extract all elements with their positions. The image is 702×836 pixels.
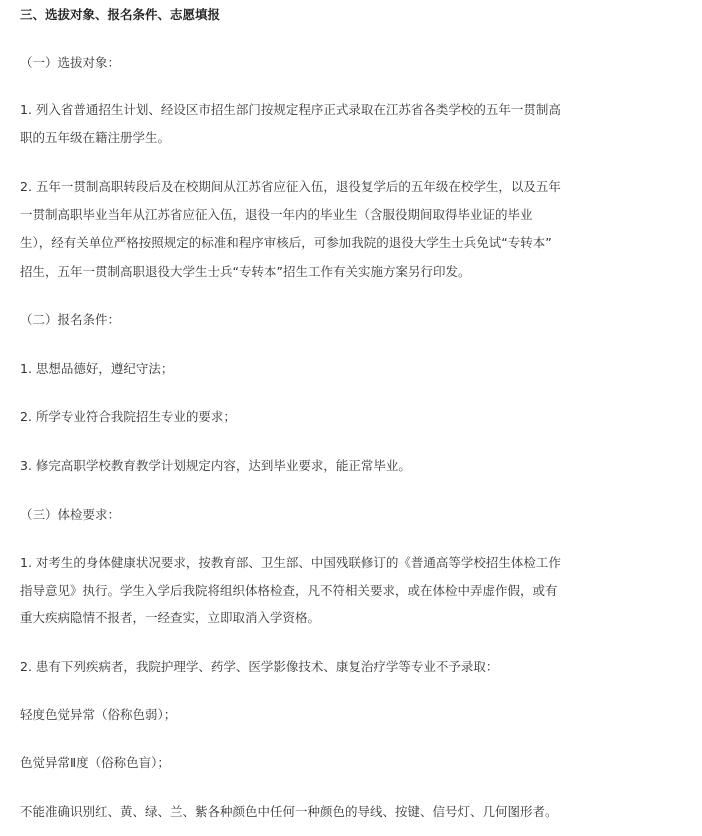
paragraph-line: 职的五年级在籍注册学生。 [20,130,171,145]
subsection-heading-registration-conditions: （二）报名条件： [20,312,121,327]
paragraph-line: 一贯制高职毕业当年从江苏省应征入伍，退役一年内的毕业生（含服役期间取得毕业证的毕业 [20,207,533,222]
subsection-heading-selection-targets: （一）选拔对象： [20,55,121,70]
paragraph-line: 2. 五年一贯制高职转段后及在校期间从江苏省应征入伍，退役复学后的五年级在校学生，以及五年 [20,179,561,194]
condition-item: 轻度色觉异常（俗称色弱）； [20,707,177,722]
list-item: 2. 所学专业符合我院招生专业的要求； [20,409,236,424]
list-item: 1. 思想品德好，遵纪守法； [20,361,174,376]
paragraph-line: 2. 患有下列疾病者，我院护理学、药学、医学影像技术、康复治疗学等专业不予录取： [20,659,499,674]
condition-item: 色觉异常Ⅱ度（俗称色盲）； [20,755,170,770]
list-item: 3. 修完高职学校教育教学计划规定内容，达到毕业要求，能正常毕业。 [20,458,411,473]
condition-item: 不能准确识别红、黄、绿、兰、紫各种颜色中任何一种颜色的导线、按键、信号灯、几何图形者。 [20,804,558,819]
subsection-heading-physical-exam: （三）体检要求： [20,507,121,522]
paragraph-line: 生），经有关单位严格按照规定的标准和程序审核后，可参加我院的退役大学生士兵免试“专转本” [20,235,552,250]
section-heading: 三、选拔对象、报名条件、志愿填报 [20,7,221,22]
paragraph-line: 指导意见》执行。学生入学后我院将组织体格检查，凡不符相关要求，或在体检中弄虚作假，或有 [20,583,558,598]
paragraph-line: 1. 列入省普通招生计划、经设区市招生部门按规定程序正式录取在江苏省各类学校的五年一贯制高 [20,102,561,117]
paragraph-line: 1. 对考生的身体健康状况要求，按教育部、卫生部、中国残联修订的《普通高等学校招生体检工作 [20,555,561,570]
paragraph-line: 招生，五年一贯制高职退役大学生士兵“专转本”招生工作有关实施方案另行印发。 [20,264,471,279]
paragraph-line: 重大疾病隐情不报者，一经查实，立即取消入学资格。 [20,610,321,625]
